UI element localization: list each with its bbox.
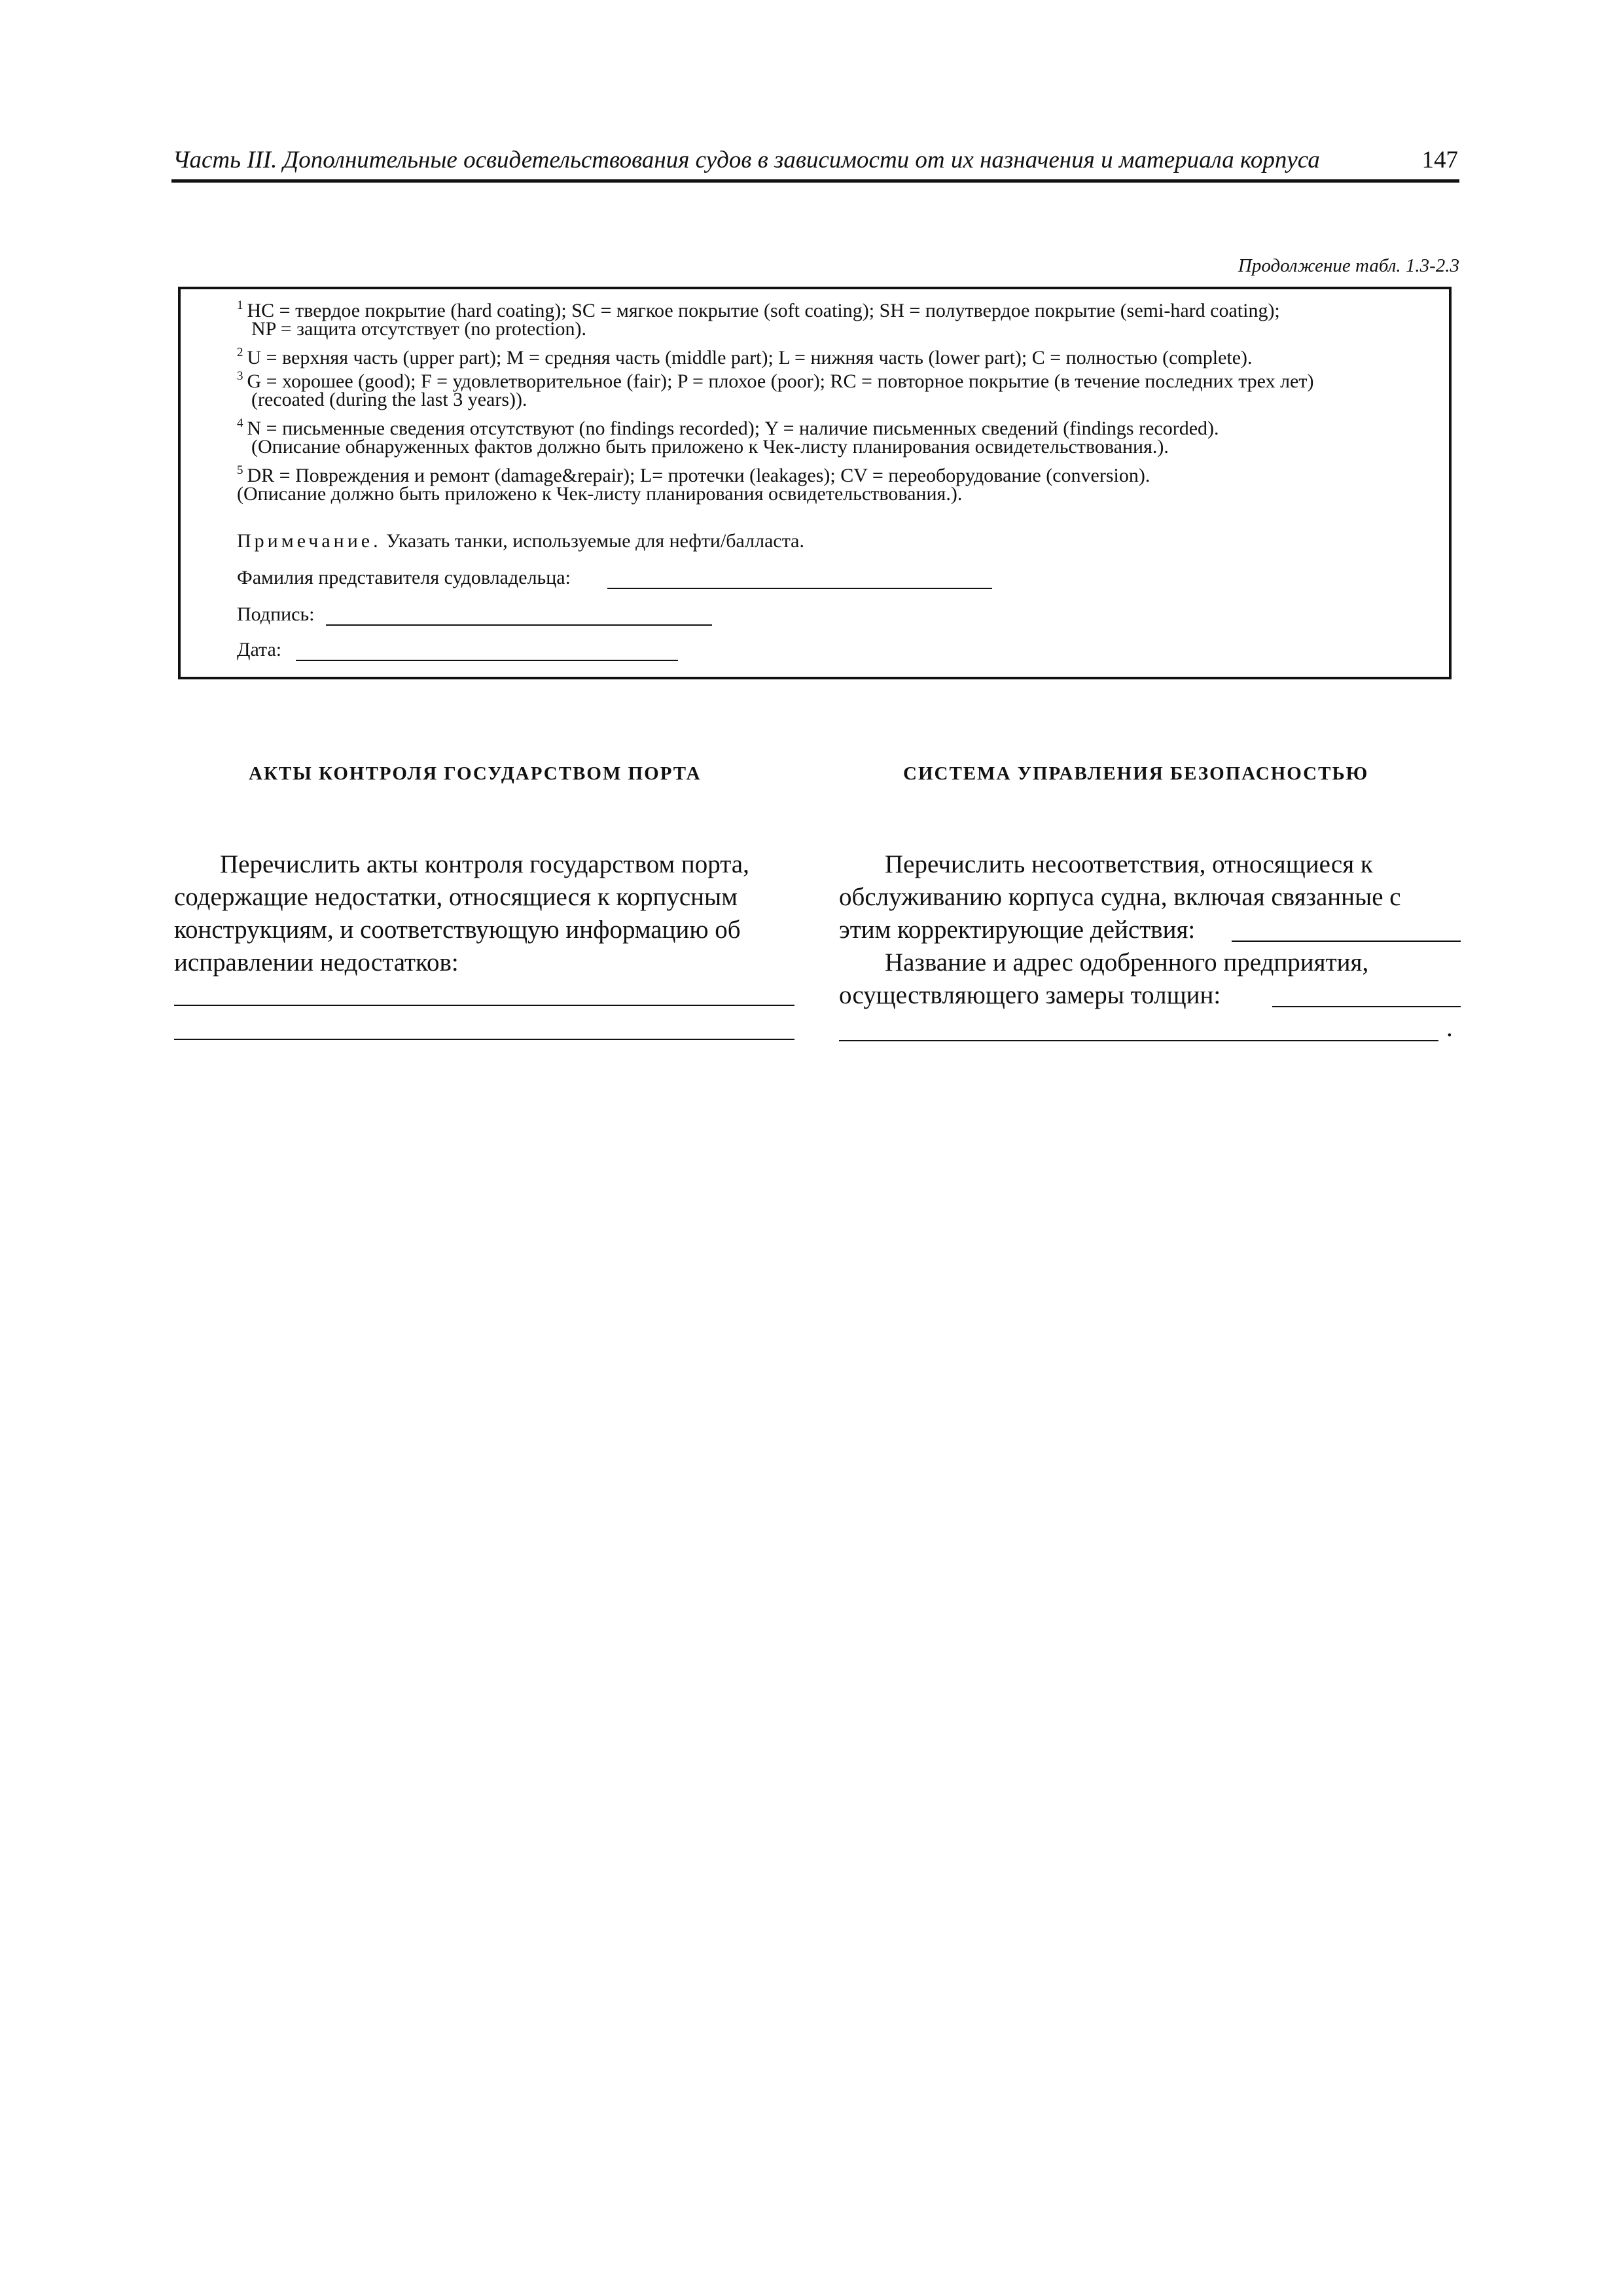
left-blank-line-1 — [174, 1005, 794, 1006]
footnote-1-cont: NP = защита отсутствует (no protection). — [251, 318, 586, 340]
footnote-mark: 3 — [237, 369, 243, 383]
footnote-3: $^3$ G = хорошее (good); F = удовлетворительное (fair); P = плохое (poor); RC = повторное покрытие (в течение последних трех лет) — [237, 369, 1314, 392]
running-title: Часть III. Дополнительные освидетельствования судов в зависимости от их назначения и материала корпуса — [173, 147, 1320, 173]
page-number: 147 — [1421, 147, 1458, 173]
right-text-line-3: этим корректирующие действия: — [839, 916, 1196, 944]
signature-field-line — [326, 624, 712, 626]
footnote-mark: 2 — [237, 346, 243, 359]
date-field-line — [296, 660, 678, 661]
right-text-line-4: Название и адрес одобренного предприятия, — [885, 948, 1369, 977]
footnote-1: $^1$ HC = твердое покрытие (hard coating); SC = мягкое покрытие (soft coating); SH = полутвердое покрытие (semi-hard coating); — [237, 298, 1280, 321]
footnote-mark: 4 — [237, 416, 243, 430]
left-text-line-3: конструкциям, и соответствующую информацию об — [174, 916, 741, 944]
footnote-3-cont: (recoated (during the last 3 years)). — [251, 389, 527, 410]
left-blank-line-2 — [174, 1039, 794, 1040]
right-text-line-5: осуществляющего замеры толщин: — [839, 981, 1221, 1009]
final-period: . — [1446, 1014, 1453, 1042]
safety-management-heading: СИСТЕМА УПРАВЛЕНИЯ БЕЗОПАСНОСТЬЮ — [903, 763, 1369, 784]
footnote-5: $^5$ DR = Повреждения и ремонт (damage&repair); L= протечки (leakages); CV = переоборудование (conversion). — [237, 463, 1150, 486]
left-text-line-4: исправлении недостатков: — [174, 948, 459, 977]
page-header — [171, 143, 1459, 183]
left-text-line-1: Перечислить акты контроля государством порта, — [220, 850, 749, 878]
right-text-line-1: Перечислить несоответствия, относящиеся к — [885, 850, 1373, 878]
owner-rep-label: Фамилия представителя судовладельца: — [237, 567, 571, 588]
footnote-2: $^2$ U = верхняя часть (upper part); M = средняя часть (middle part); L = нижняя часть (lower part); C = полностью (complete). — [237, 346, 1253, 368]
table-notes-box — [178, 287, 1452, 679]
date-label: Дата: — [237, 639, 282, 660]
corrective-actions-blank-line — [1232, 941, 1461, 942]
port-state-control-heading: АКТЫ КОНТРОЛЯ ГОСУДАРСТВОМ ПОРТА — [249, 763, 702, 784]
footnote-mark: 1 — [237, 298, 243, 312]
owner-rep-field-line — [607, 588, 992, 589]
table-continuation-label: Продолжение табл. 1.3-2.3 — [1238, 255, 1459, 276]
remark-text: Указать танки, используемые для нефти/балласта. — [386, 530, 805, 552]
footnote-4: $^4$ N = письменные сведения отсутствуют (no findings recorded); Y = наличие письменных сведений (findings recorded). — [237, 416, 1219, 439]
right-blank-line — [839, 1040, 1438, 1041]
footnote-mark: 5 — [237, 463, 243, 477]
footnote-4-cont: (Описание обнаруженных фактов должно быть приложено к Чек-листу планирования освидетельствования.). — [251, 436, 1169, 457]
remark — [237, 530, 804, 552]
remark-label: Примечание. — [237, 530, 382, 552]
thickness-company-blank-line — [1272, 1006, 1461, 1007]
left-text-line-2: содержащие недостатки, относящиеся к корпусным — [174, 883, 738, 911]
footnote-5-cont: (Описание должно быть приложено к Чек-листу планирования освидетельствования.). — [237, 483, 963, 505]
right-text-line-2: обслуживанию корпуса судна, включая связанные с — [839, 883, 1401, 911]
signature-label: Подпись: — [237, 603, 315, 625]
